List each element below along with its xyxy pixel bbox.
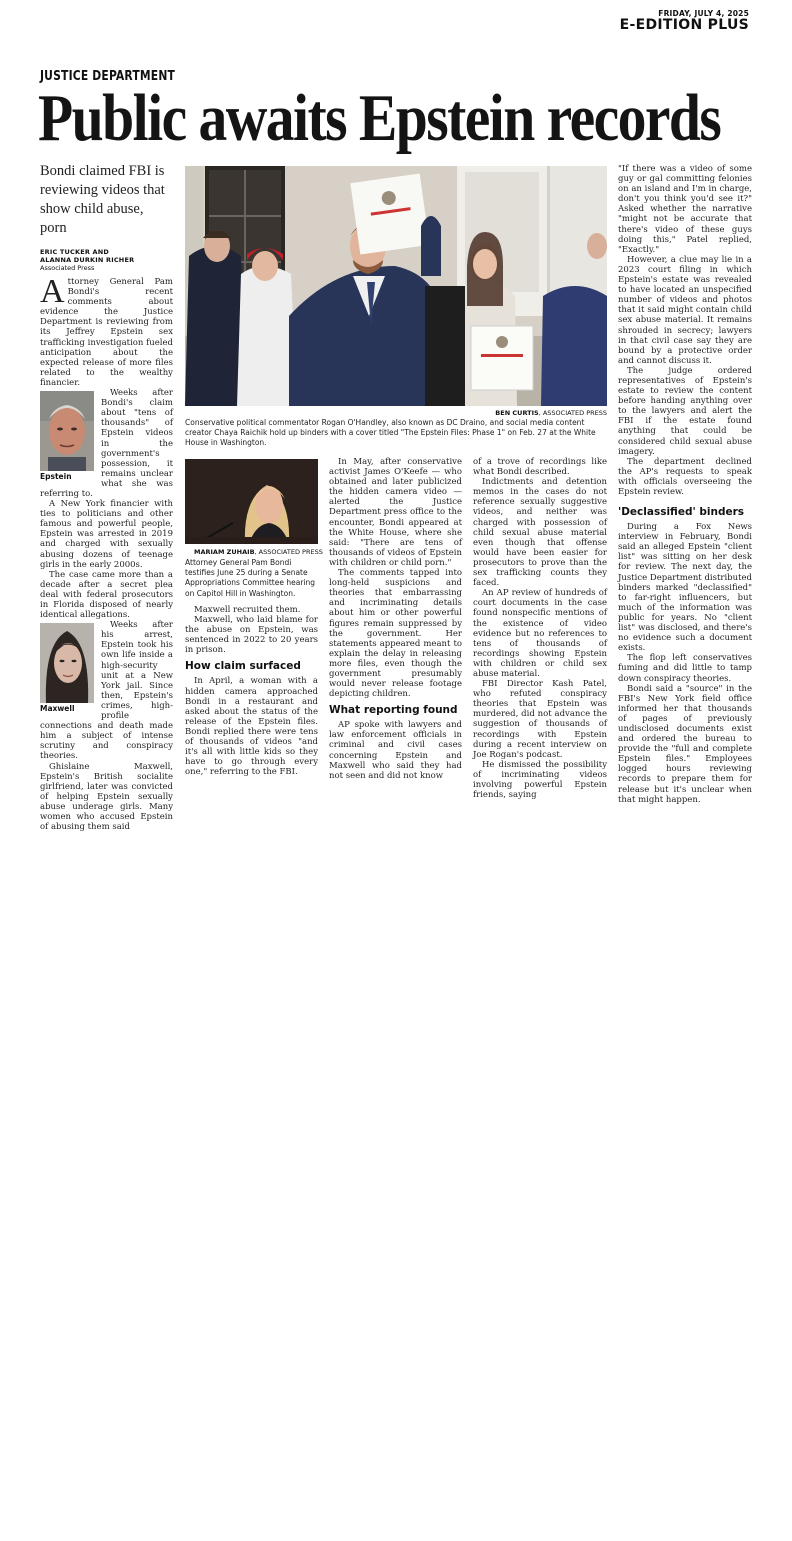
- bondi-photo: [185, 459, 318, 544]
- main-photo-caption: Conservative political commentator Rogan O'Handley, also known as DC Draino, and social media content creator Chaya Raichik hold up binders with a cover titled "The Epstein Files: Phase 1" on Feb. 27 at the White House in Washington.: [185, 418, 596, 448]
- article-column-4: [473, 457, 607, 800]
- dropcap: A: [40, 273, 65, 310]
- article-headline: Public awaits Epstein records: [38, 81, 721, 155]
- paragraph: Bondi said a "source" in the FBI's New York field office informed her that thousands of pages of previously undisclosed documents exist and ordered the bureau to provide the "full and complete Epstein files." Employees logged hours reviewing records to prepare them for release but it's unclear when that might happen.: [618, 683, 752, 805]
- mugshot-label-maxwell: Maxwell: [40, 704, 75, 714]
- main-photo-credit: BEN CURTIS, ASSOCIATED PRESS: [495, 409, 607, 417]
- paragraph: An AP review of hundreds of court documents in the case found nonspecific mentions of the existence of video evidence but no references to tens of thousands of recordings showing Epstein with children or child sex abuse material.: [473, 588, 607, 679]
- paragraph: Weeks after his arrest, Epstein took his own life inside a high-security unit at a New York jail. Since then, Epstein's crimes, high-profile connections and death made him a subject of intense scrutiny and conspiracy theories.: [40, 620, 173, 762]
- paragraph: During a Fox News interview in February, Bondi said an alleged Epstein "client list" was sitting on her desk for review. The next day, the Justice Department distributed binders marked "declassified" to far-right influencers, but much of the information was public for years. No "client list" was disclosed, and there's no evidence such a document exists.: [618, 522, 752, 654]
- maxwell-photo: [40, 623, 94, 703]
- paragraph: Weeks after Bondi's claim about "tens of thousands" of Epstein videos in the government's possession, it remains unclear what she was referring to.: [40, 388, 173, 499]
- paragraph: "If there was a video of some guy or gal committing felonies on an island and I'm in charge, don't you think you'd see it?" Asked whether the narrative "might not be accurate that there's video of these guys doing this," Patel replied, "Exactly.": [618, 164, 752, 255]
- paragraph: However, a clue may lie in a 2023 court filing in which Epstein's estate was revealed to have located an unspecified number of videos and photos that it said might contain child sex abuse material. It remains shrouded in secrecy; lawyers in that civil case say they are bound by a protective order and cannot discuss it.: [618, 254, 752, 366]
- epstein-photo: [40, 391, 94, 471]
- masthead-edition: E-EDITION PLUS: [619, 17, 749, 33]
- paragraph: The case came more than a decade after a secret plea deal with federal prosecutors in Florida disposed of nearly identical allegations.: [40, 569, 173, 621]
- paragraph: AP spoke with lawyers and law enforcement officials in criminal and civil cases concerning Epstein and Maxwell who said they had not seen and did not know: [329, 720, 462, 781]
- bondi-photo-caption: Attorney General Pam Bondi testifies June 25 during a Senate Appropriations Committee hearing on Capitol Hill in Washington.: [185, 558, 316, 598]
- section-head-binders: 'Declassified' binders: [618, 506, 745, 519]
- mugshot-maxwell: [40, 623, 94, 715]
- article-column-5: [618, 164, 752, 805]
- paragraph: Maxwell recruited them.: [194, 605, 301, 615]
- paragraph: In April, a woman with a hidden camera approached Bondi in a restaurant and asked about the status of the release of the Epstein files. Bondi replied there were tens of thousands of videos "and it's all with little kids so they have to go through every one," referring to the FBI.: [185, 676, 318, 778]
- section-head-claim: How claim surfaced: [185, 660, 301, 673]
- paragraph: FBI Director Kash Patel, who refuted conspiracy theories that Epstein was murdered, did not advance the suggestion of thousands of recordings with Epstein during a recent interview on Joe Rogan's podcast.: [473, 679, 607, 760]
- paragraph: The department declined the AP's requests to speak with officials overseeing the Epstein review.: [618, 456, 752, 497]
- main-photo: [185, 166, 607, 406]
- paragraph: of a trove of recordings like what Bondi described.: [473, 457, 607, 478]
- bondi-photo-credit: MARIAM ZUHAIB, ASSOCIATED PRESS: [194, 548, 323, 556]
- article-column-2: [185, 605, 318, 777]
- article-column-3: [329, 457, 462, 781]
- mugshot-label-epstein: Epstein: [40, 472, 72, 482]
- mugshot-epstein: [40, 391, 94, 483]
- article-subheadline: Bondi claimed FBI is reviewing videos that show child abuse, porn: [40, 163, 165, 236]
- article-kicker: JUSTICE DEPARTMENT: [40, 69, 176, 84]
- paragraph: Maxwell, who laid blame for the abuse on Epstein, was sentenced in 2022 to 20 years in prison.: [185, 615, 318, 656]
- paragraph: He dismissed the possibility of incriminating videos involving powerful Epstein friends, saying: [473, 759, 607, 801]
- article-column-1: [40, 162, 173, 832]
- byline-author-2: ALANNA DURKIN RICHER: [40, 256, 135, 264]
- paragraph: The flop left conservatives fuming and did little to tamp down conspiracy theories.: [618, 653, 752, 684]
- paragraph: In May, after conservative activist James O'Keefe — who obtained and later publicized the hidden camera video — alerted the Justice Department press office to the encounter, Bondi appeared at the White House, where she said: "There are tens of thousands of videos of Epstein with children or child porn.": [329, 457, 462, 568]
- paragraph: Ghislaine Maxwell, Epstein's British socialite girlfriend, later was convicted of helping Epstein sexually abuse underage girls. Many women who accused Epstein of abusing them said: [40, 761, 173, 833]
- paragraph: A New York financier with ties to politicians and other famous and powerful people, Epstein was arrested in 2019 and charged with sexually abusing dozens of teenage girls in the early 2000s.: [40, 499, 173, 570]
- paragraph: Attorney General Pam Bondi's recent comments about evidence the Justice Department is reviewing from its Jeffrey Epstein sex trafficking investigation fueled anticipation about the expected release of more files related to the wealthy financier.: [40, 273, 173, 388]
- masthead-date: FRIDAY, JULY 4, 2025: [658, 9, 749, 18]
- section-head-reporting: What reporting found: [329, 704, 458, 717]
- byline-author-1: ERIC TUCKER AND: [40, 248, 109, 256]
- paragraph: The comments tapped into long-held suspicions and theories that embarrassing and incriminating details about him or other powerful figures remain suppressed by the government. Her statements appeared meant to explain the delay in releasing more files, even though the government presumably would never release footage depicting children.: [329, 568, 462, 700]
- byline-agency: Associated Press: [40, 264, 95, 272]
- paragraph: Indictments and detention memos in the cases do not reference sexually suggestive videos, and neither was charged with possession of child sexual abuse material even though that offense would have been easier for prosecutors to prove than the sex trafficking counts they faced.: [473, 477, 607, 589]
- paragraph: The judge ordered representatives of Epstein's estate to review the content before handing anything over to the lawyers and alert the FBI if the estate found anything that could be considered child sexual abuse imagery.: [618, 365, 752, 457]
